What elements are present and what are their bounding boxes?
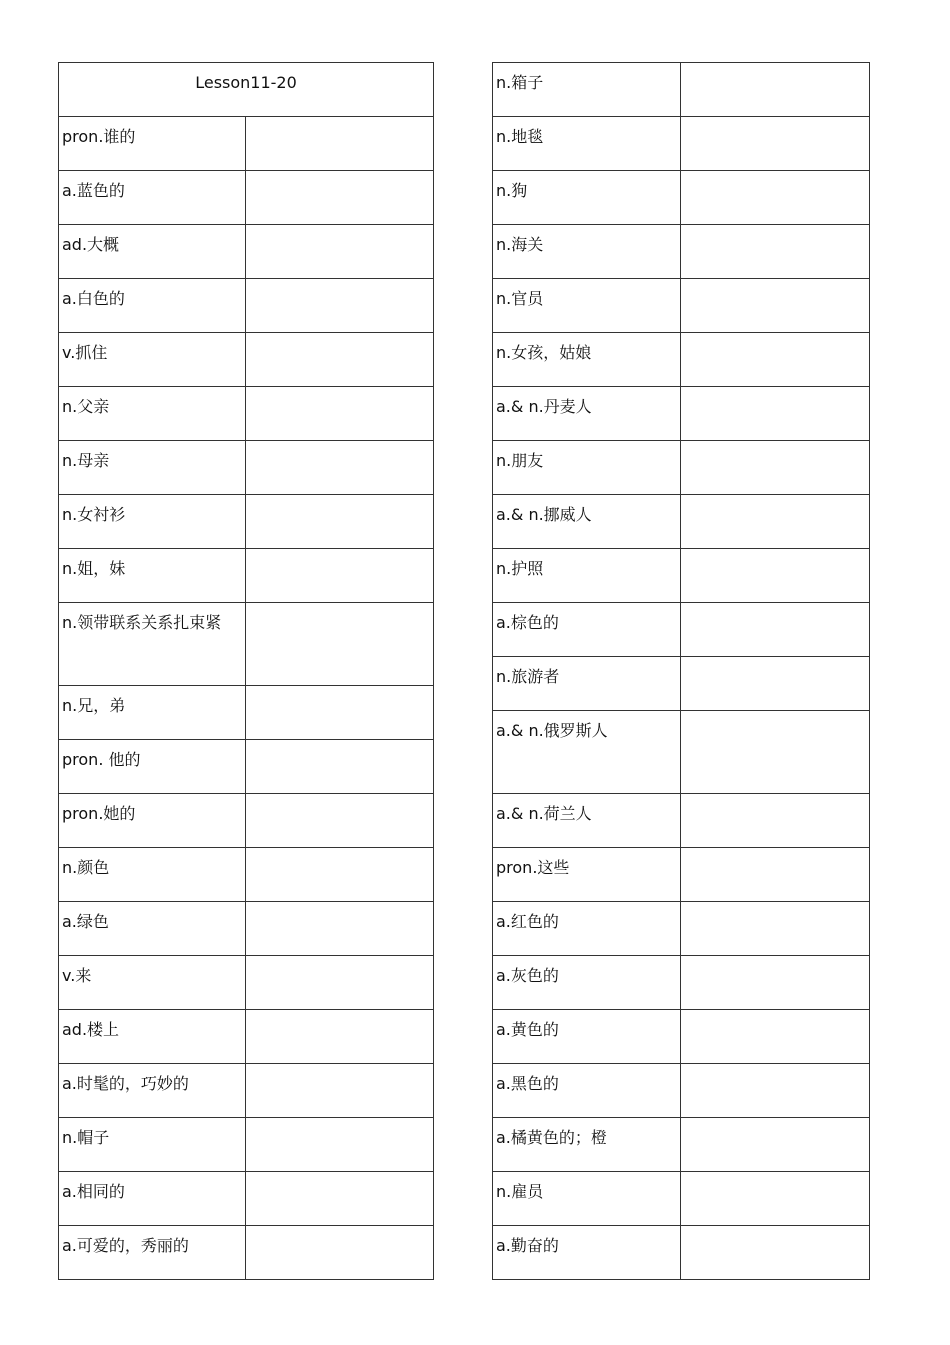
vocab-term: a.蓝色的 <box>59 171 246 225</box>
answer-blank[interactable] <box>246 956 434 1010</box>
vocab-term: n.帽子 <box>59 1118 246 1172</box>
answer-blank[interactable] <box>681 603 870 657</box>
vocab-row <box>59 1010 434 1064</box>
vocab-term: n.地毯 <box>493 117 681 171</box>
answer-blank[interactable] <box>681 279 870 333</box>
answer-blank[interactable] <box>681 848 870 902</box>
vocab-term: a.& n.挪威人 <box>493 495 681 549</box>
answer-blank[interactable] <box>246 794 434 848</box>
vocab-row <box>59 549 434 603</box>
vocab-row <box>59 1064 434 1118</box>
vocab-row <box>493 902 870 956</box>
vocab-row <box>59 686 434 740</box>
vocab-row <box>493 1226 870 1280</box>
vocab-term: pron.她的 <box>59 794 246 848</box>
vocab-row <box>59 495 434 549</box>
vocab-row <box>493 794 870 848</box>
vocab-term: n.兄，弟 <box>59 686 246 740</box>
lesson-title: Lesson11-20 <box>59 63 434 117</box>
vocab-row <box>493 333 870 387</box>
answer-blank[interactable] <box>246 686 434 740</box>
answer-blank[interactable] <box>681 657 870 711</box>
vocab-row <box>59 441 434 495</box>
vocab-term: a.白色的 <box>59 279 246 333</box>
answer-blank[interactable] <box>246 171 434 225</box>
answer-blank[interactable] <box>681 794 870 848</box>
answer-blank[interactable] <box>681 495 870 549</box>
vocab-row <box>59 794 434 848</box>
vocab-term: pron. 他的 <box>59 740 246 794</box>
answer-blank[interactable] <box>246 902 434 956</box>
answer-blank[interactable] <box>681 63 870 117</box>
answer-blank[interactable] <box>681 956 870 1010</box>
vocab-term: n.朋友 <box>493 441 681 495</box>
vocab-term: n.海关 <box>493 225 681 279</box>
answer-blank[interactable] <box>681 1172 870 1226</box>
vocab-row <box>59 902 434 956</box>
vocab-row <box>59 333 434 387</box>
vocab-term: a.时髦的，巧妙的 <box>59 1064 246 1118</box>
vocab-term: a.黑色的 <box>493 1064 681 1118</box>
title-row <box>59 63 434 117</box>
vocab-term: a.勤奋的 <box>493 1226 681 1280</box>
vocab-row <box>493 441 870 495</box>
vocab-row <box>59 1172 434 1226</box>
vocab-term: a.橘黄色的；橙 <box>493 1118 681 1172</box>
vocab-row <box>59 956 434 1010</box>
answer-blank[interactable] <box>246 549 434 603</box>
answer-blank[interactable] <box>681 1226 870 1280</box>
answer-blank[interactable] <box>246 1064 434 1118</box>
vocab-row <box>493 1064 870 1118</box>
answer-blank[interactable] <box>246 740 434 794</box>
answer-blank[interactable] <box>681 549 870 603</box>
answer-blank[interactable] <box>246 603 434 686</box>
answer-blank[interactable] <box>246 495 434 549</box>
answer-blank[interactable] <box>681 225 870 279</box>
answer-blank[interactable] <box>681 171 870 225</box>
vocab-row <box>59 740 434 794</box>
vocab-row <box>59 603 434 686</box>
answer-blank[interactable] <box>246 441 434 495</box>
vocab-term: a.灰色的 <box>493 956 681 1010</box>
answer-blank[interactable] <box>681 1010 870 1064</box>
answer-blank[interactable] <box>681 333 870 387</box>
vocab-term: a.可爱的，秀丽的 <box>59 1226 246 1280</box>
vocab-term: v.抓住 <box>59 333 246 387</box>
answer-blank[interactable] <box>681 711 870 794</box>
vocab-row <box>493 171 870 225</box>
answer-blank[interactable] <box>246 333 434 387</box>
vocab-row <box>59 387 434 441</box>
vocab-term: a.红色的 <box>493 902 681 956</box>
right-vocab-table <box>492 62 870 1280</box>
vocab-term: a.棕色的 <box>493 603 681 657</box>
vocab-term: n.箱子 <box>493 63 681 117</box>
vocab-term: pron.这些 <box>493 848 681 902</box>
vocab-row <box>493 225 870 279</box>
vocab-row <box>59 225 434 279</box>
answer-blank[interactable] <box>681 1118 870 1172</box>
vocab-row <box>493 117 870 171</box>
vocab-term: a.绿色 <box>59 902 246 956</box>
vocab-row <box>493 848 870 902</box>
vocab-term: a.& n.荷兰人 <box>493 794 681 848</box>
vocab-term: n.护照 <box>493 549 681 603</box>
vocab-term: a.& n.丹麦人 <box>493 387 681 441</box>
vocab-term: pron.谁的 <box>59 117 246 171</box>
answer-blank[interactable] <box>246 848 434 902</box>
vocab-row <box>493 956 870 1010</box>
vocab-row <box>59 279 434 333</box>
vocab-term: a.相同的 <box>59 1172 246 1226</box>
vocab-term: n.领带联系关系扎束紧 <box>59 603 246 686</box>
answer-blank[interactable] <box>246 1226 434 1280</box>
vocab-term: ad.楼上 <box>59 1010 246 1064</box>
vocab-row <box>493 549 870 603</box>
vocab-row <box>59 1226 434 1280</box>
vocab-term: n.姐，妹 <box>59 549 246 603</box>
vocab-term: n.雇员 <box>493 1172 681 1226</box>
vocab-term: n.女孩，姑娘 <box>493 333 681 387</box>
vocab-row <box>59 171 434 225</box>
answer-blank[interactable] <box>681 117 870 171</box>
answer-blank[interactable] <box>681 441 870 495</box>
vocab-row <box>493 1010 870 1064</box>
vocab-row <box>493 603 870 657</box>
vocab-row <box>493 1118 870 1172</box>
vocab-row <box>493 495 870 549</box>
vocab-term: n.女衬衫 <box>59 495 246 549</box>
answer-blank[interactable] <box>246 387 434 441</box>
vocab-term: n.母亲 <box>59 441 246 495</box>
answer-blank[interactable] <box>246 117 434 171</box>
vocab-term: v.来 <box>59 956 246 1010</box>
answer-blank[interactable] <box>246 225 434 279</box>
vocab-row <box>59 117 434 171</box>
vocab-term: a.黄色的 <box>493 1010 681 1064</box>
vocab-row <box>493 279 870 333</box>
vocab-row <box>493 1172 870 1226</box>
vocab-row <box>493 63 870 117</box>
answer-blank[interactable] <box>246 1172 434 1226</box>
vocab-row <box>493 711 870 794</box>
vocab-term: a.& n.俄罗斯人 <box>493 711 681 794</box>
vocab-term: n.官员 <box>493 279 681 333</box>
answer-blank[interactable] <box>246 1010 434 1064</box>
left-vocab-table <box>58 62 434 1280</box>
vocab-row <box>59 1118 434 1172</box>
answer-blank[interactable] <box>681 902 870 956</box>
vocab-term: n.狗 <box>493 171 681 225</box>
vocab-row <box>493 657 870 711</box>
answer-blank[interactable] <box>681 387 870 441</box>
vocab-row <box>493 387 870 441</box>
vocab-row <box>59 848 434 902</box>
answer-blank[interactable] <box>681 1064 870 1118</box>
vocab-term: n.旅游者 <box>493 657 681 711</box>
answer-blank[interactable] <box>246 279 434 333</box>
vocab-term: ad.大概 <box>59 225 246 279</box>
answer-blank[interactable] <box>246 1118 434 1172</box>
vocab-term: n.父亲 <box>59 387 246 441</box>
vocab-term: n.颜色 <box>59 848 246 902</box>
